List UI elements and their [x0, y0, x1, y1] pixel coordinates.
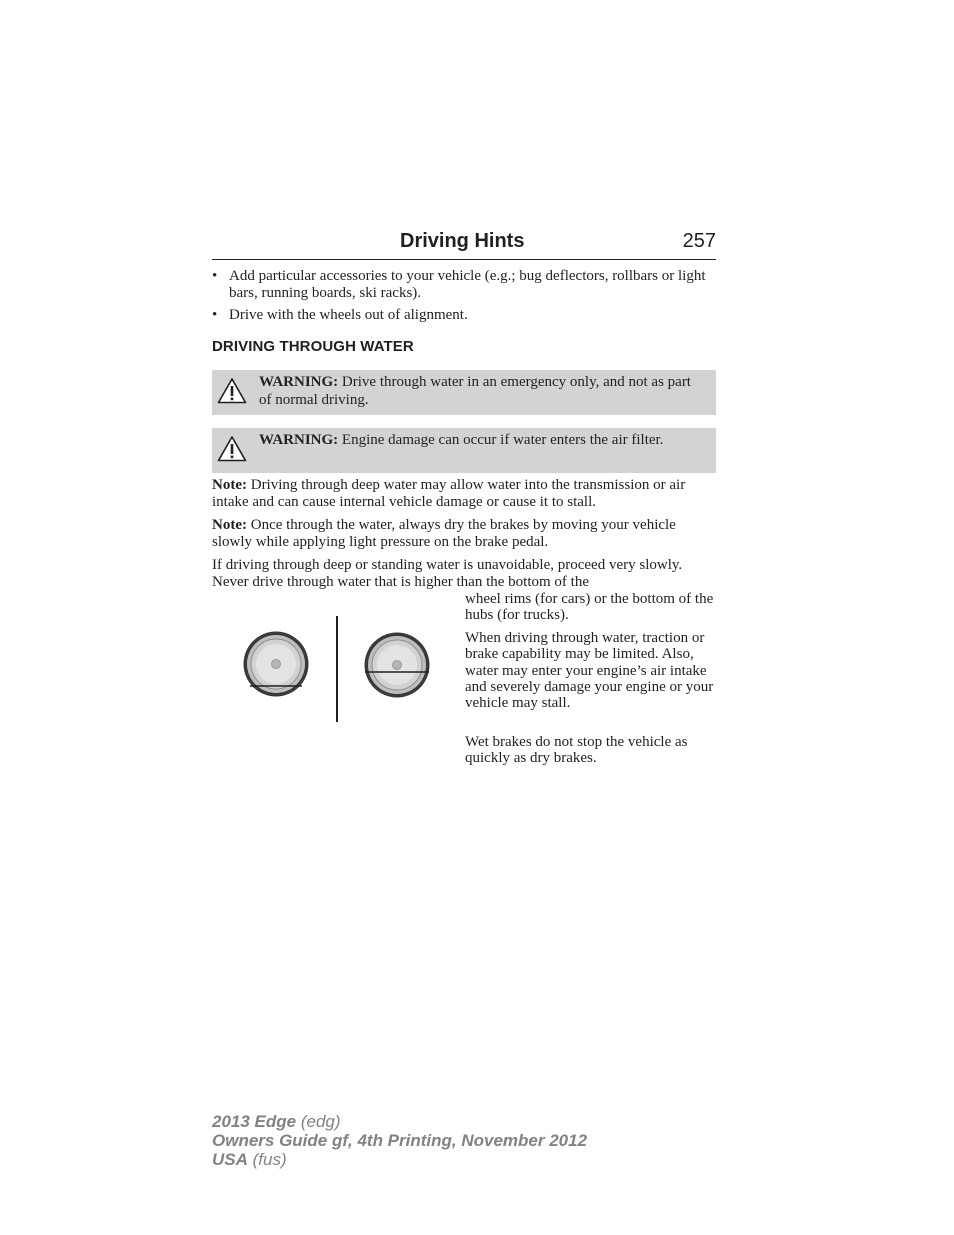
note-body: Once through the water, always dry the brakes by moving your vehicle slowly while applying light pressure on the brake pedal.: [212, 517, 676, 550]
note-label: Note:: [212, 477, 247, 493]
page-footer: [212, 1112, 587, 1169]
body-paragraph: wheel rims (for cars) or the bottom of the hubs (for trucks).: [465, 591, 714, 624]
list-item: [212, 307, 716, 324]
list-item: [212, 268, 716, 302]
note-paragraph: [212, 517, 716, 551]
warning-text: [259, 431, 700, 449]
warning-triangle-icon: [217, 435, 247, 462]
warning-box: [212, 428, 716, 473]
warning-label: WARNING:: [259, 432, 339, 448]
note-label: Note:: [212, 517, 247, 533]
page-title: Driving Hints: [400, 230, 525, 252]
footer-region-code: (fus): [247, 1150, 287, 1169]
warning-text: [259, 373, 700, 409]
list-item-text: Add particular accessories to your vehicle (e.g.; bug deflectors, rollbars or light bars, running boards, ski racks).: [229, 268, 706, 301]
car-wheel-image: [244, 632, 309, 697]
page-header: [212, 226, 716, 260]
warning-body: Engine damage can occur if water enters the air filter.: [338, 432, 664, 448]
footer-guide: Owners Guide gf, 4th Printing, November 2012: [212, 1131, 588, 1150]
footer-region-line: [212, 1150, 587, 1169]
body-paragraph: If driving through deep or standing water is unavoidable, proceed very slowly. Never drive through water that is higher than the bottom of the: [212, 557, 683, 590]
wheel-water-level-illustration: [240, 612, 436, 724]
footer-region: USA: [212, 1150, 248, 1169]
warning-box: [212, 370, 716, 415]
warning-label: WARNING:: [259, 374, 339, 390]
warning-triangle-icon: [217, 377, 247, 404]
truck-wheel-image: [365, 633, 430, 698]
footer-model-code: (edg): [296, 1112, 341, 1131]
warning-body: Drive through water in an emergency only, and not as part of normal driving.: [259, 374, 691, 408]
body-paragraph: When driving through water, traction or brake capability may be limited. Also, water may enter your engine’s air intake and severely damage your engine or your vehicle may stall.: [465, 630, 714, 712]
bullet-symbol: •: [212, 268, 218, 284]
footer-model: 2013 Edge: [212, 1112, 297, 1131]
list-item-text: Drive with the wheels out of alignment.: [229, 307, 468, 323]
note-body: Driving through deep water may allow water into the transmission or air intake and can cause internal vehicle damage or cause it to stall.: [212, 477, 686, 510]
page-number: 257: [682, 230, 716, 252]
body-paragraph: Wet brakes do not stop the vehicle as quickly as dry brakes.: [465, 734, 688, 767]
divider-line: [336, 616, 338, 722]
section-heading: DRIVING THROUGH WATER: [212, 338, 414, 355]
footer-model-line: [212, 1112, 587, 1131]
note-paragraph: [212, 477, 716, 511]
bullet-symbol: •: [212, 307, 218, 323]
